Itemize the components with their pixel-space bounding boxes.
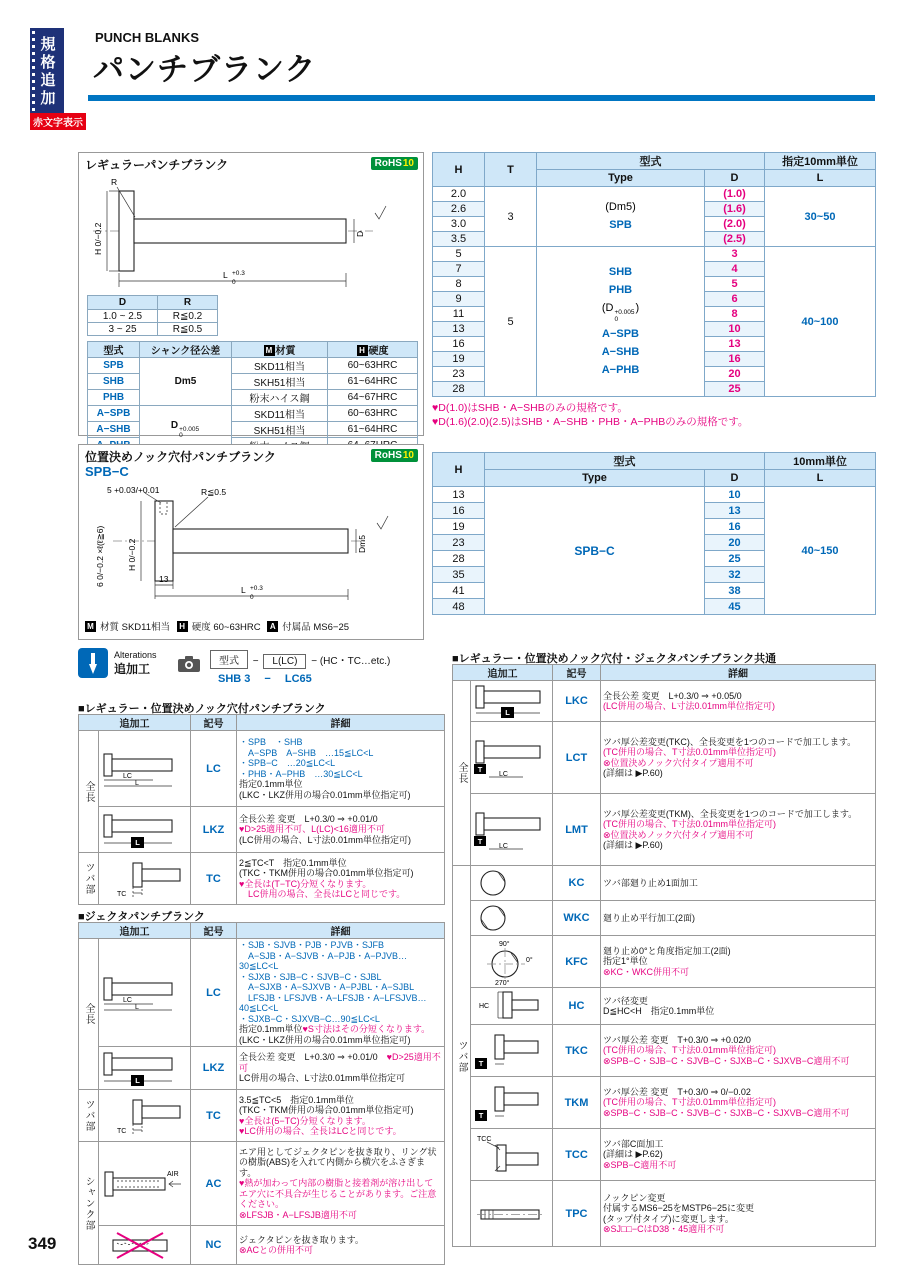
table-row: [453, 794, 876, 866]
alteration-detail: 全長公差 変更 L+0.3/0 ⇒ +0.01/0 ♥D>25適用不可、L(LC)<16適用不可 (LC併用の場合、L寸法0.01mm単位指定可): [237, 807, 445, 853]
alt3-title: ■レギュラー・位置決めノック穴付・ジェクタパンチブランク共通: [452, 653, 777, 665]
hardness-cell: 64~67HRC: [328, 390, 418, 406]
hardness-cell: 60~63HRC: [328, 406, 418, 422]
alteration-code: LKZ: [191, 1047, 237, 1090]
type-cell: (Dm5) SPB: [537, 187, 705, 247]
punch-tolerance-diagram-icon: [101, 810, 185, 850]
spbc-punch-drawing: [83, 483, 417, 603]
formula-model-box: 型式: [210, 650, 248, 669]
d-cell: 6: [705, 292, 765, 307]
group-tsuba: ツバ部: [79, 853, 99, 905]
alterations-label-en: Alterations: [114, 650, 157, 660]
flange-thickness-tolerance-icon: [473, 1031, 543, 1071]
material-cell: SKH51相当: [232, 422, 328, 438]
material-cell: SKH51相当: [232, 374, 328, 390]
common-alterations-table: [452, 664, 876, 1247]
flange-length-combo-diagram-icon: [473, 736, 551, 780]
model-cell: PHB: [88, 390, 140, 406]
table-row: [433, 487, 876, 503]
svg-text:L: L: [135, 837, 140, 847]
h-cell: 7: [433, 262, 485, 277]
alteration-detail: ノックピン変更 付属するMS6−25をMSTP6−25に変更 (タップ付タイプ)に変更します。 ⊗SJ□□−CはD38・45適用不可: [601, 1181, 876, 1247]
accessory-badge: A: [267, 621, 278, 632]
alteration-code: KC: [553, 866, 601, 901]
svg-text:L: L: [505, 708, 510, 717]
alterations-label-ja: 追加工: [114, 662, 151, 676]
formula-length-box: L(LC): [263, 654, 306, 669]
table-row: [88, 390, 418, 406]
alteration-code: LC: [191, 731, 237, 807]
d-cell: 8: [705, 307, 765, 322]
model-cell: A−SPB: [88, 406, 140, 422]
formula-etc: (HC・TC…etc.): [319, 656, 391, 667]
alteration-detail: 全長公差 変更 L+0.3/0 ⇒ +0.05/0 (LC併用の場合、L寸法0.01mm単位指定可): [601, 681, 876, 722]
table-row: [88, 422, 418, 438]
alteration-detail: ツバ径変更 D≦HC<H 指定0.1mm単位: [601, 988, 876, 1025]
type-cell: SHB PHB (D +0.005 0 ) A−SPB A−SHB A−PHB: [537, 247, 705, 397]
flange-chamfer-diagram-icon: [473, 1133, 543, 1177]
regular-punch-drawing: [83, 175, 417, 291]
model-cell: SHB: [88, 374, 140, 390]
table-row: [88, 323, 218, 336]
flange-thickness-diagram-icon: [101, 859, 185, 899]
model-cell: A−SHB: [88, 422, 140, 438]
d-cell: 5: [705, 277, 765, 292]
t-cell: 5: [485, 247, 537, 397]
section-title: レギュラーパンチブランク: [85, 158, 229, 172]
tolerance-cell: Dm5: [140, 358, 232, 406]
d-cell: 16: [705, 519, 765, 535]
alteration-code: WKC: [553, 901, 601, 936]
material-cell: 粉末ハイス鋼: [232, 390, 328, 406]
alteration-code: TKM: [553, 1077, 601, 1129]
svg-text:+0.3: +0.3: [250, 585, 263, 592]
alteration-code: LKZ: [191, 807, 237, 853]
svg-text:90°: 90°: [499, 940, 510, 948]
d-cell: 3: [705, 247, 765, 262]
l-cell: 30~50: [765, 187, 876, 247]
table-row: [453, 936, 876, 988]
col-hardness: H 硬度: [328, 342, 418, 358]
h-cell: 13: [433, 487, 485, 503]
angled-flat-flange-icon: [473, 938, 539, 986]
svg-text:TC: TC: [117, 1127, 127, 1135]
title-underline: [88, 95, 875, 101]
rohs-num: 10: [402, 158, 414, 169]
col-code: 記号: [191, 923, 237, 939]
svg-text:T: T: [478, 1110, 484, 1120]
svg-text:LC: LC: [499, 770, 508, 778]
col-code: 記号: [553, 665, 601, 681]
d-cell: 4: [705, 262, 765, 277]
d-cell: 13: [705, 503, 765, 519]
hardness-badge: H: [357, 345, 368, 356]
col-model: 型式: [537, 153, 765, 170]
d-cell: 10: [705, 322, 765, 337]
alteration-detail: 2≦TC<T 指定0.1mm単位 (TKC・TKM併用の場合0.01mm単位指定可) ♥全長は(T−TC)分短くなります。 LC併用の場合、全長はLCと同じです。: [237, 853, 445, 905]
d-cell: 13: [705, 337, 765, 352]
table-row: [433, 187, 876, 202]
group-tsuba: ツバ部: [79, 1090, 99, 1142]
regular-punch-section: [78, 152, 424, 439]
alteration-detail: ツバ部C面加工 (詳細は ▶P.62) ⊗SPB−C適用不可: [601, 1129, 876, 1181]
alteration-detail: ツバ厚公差変更(TKM)、全長変更を1つのコードで加工します。 (TC併用の場合、T寸法0.01mm単位指定可) ⊗位置決めノック穴付タイプ適用不可 (詳細は ▶P.60): [601, 794, 876, 866]
col-d: D: [705, 470, 765, 487]
hardness-cell: 61~64HRC: [328, 422, 418, 438]
col-model: 型式: [88, 342, 140, 358]
col-h: H: [433, 153, 485, 187]
regular-spec-table: [432, 152, 876, 397]
group-shank: シャンク部: [79, 1142, 99, 1265]
dim-d-label: D: [355, 230, 365, 237]
two-flat-flange-icon: [473, 902, 513, 934]
col-process: 追加工: [79, 923, 191, 939]
alteration-code: TPC: [553, 1181, 601, 1247]
dr-d: 1.0 ~ 2.5: [88, 310, 158, 323]
table-row: [79, 1142, 445, 1226]
dim-r-label: R: [111, 177, 118, 187]
h-cell: 13: [433, 322, 485, 337]
flange-diameter-diagram-icon: [473, 989, 543, 1023]
d-cell: 16: [705, 352, 765, 367]
d-cell: (1.6): [705, 202, 765, 217]
table-row: [79, 853, 445, 905]
type-tolerance: (D +0.005 0 ): [601, 302, 640, 323]
d-cell: 25: [705, 382, 765, 397]
alteration-detail: ツバ厚公差 変更 T+0.3/0 ⇒ 0/−0.02 (TC併用の場合、T寸法0.01mm単位指定可) ⊗SPB−C・SJB−C・SJVB−C・SJXB−C・SJXVB−C適用不可: [601, 1077, 876, 1129]
hardness-cell: 60~63HRC: [328, 358, 418, 374]
material-cell: SKD11相当: [232, 406, 328, 422]
model-code-label: SPB−C: [85, 464, 129, 479]
section-title: 位置決めノック穴付パンチブランク: [85, 450, 276, 464]
hardness-cell: 61~64HRC: [328, 374, 418, 390]
counterbore-label: 5 +0.03/+0.01: [107, 485, 160, 495]
svg-text:+0.3: +0.3: [232, 270, 245, 277]
d-cell: (2.5): [705, 232, 765, 247]
group-zencho: 全長: [79, 731, 99, 853]
h-cell: 2.0: [433, 187, 485, 202]
surface-finish-icon: [375, 206, 386, 219]
h-cell: 3.0: [433, 217, 485, 232]
alteration-code: LC: [191, 939, 237, 1047]
spbc-spec-table: [432, 452, 876, 615]
h-cell: 28: [433, 382, 485, 397]
rohs-label: RoHS: [374, 158, 402, 169]
one-flat-flange-icon: [473, 867, 513, 899]
alteration-detail: ・SJB・SJVB・PJB・PJVB・SJFB A−SJB・A−SJVB・A−PJB・A−PJVB…30≦LC<L ・SJXB・SJB−C・SJVB−C・SJBL A−SJXB・A−SJXVB・A−PJBL・A−SJBL LFSJB・LFSJVB・A−LFSJB・A−LFSJVB…40≦LC<L ・SJXB−C・SJXVB−C…90≦LC<L 指定0.1mm単位♥S寸法はその分短くなります。 (LKC・LKZ併用の場合0.01mm単位指定可): [237, 939, 445, 1047]
alt1-title: ■レギュラー・位置決めノック穴付パンチブランク: [78, 703, 326, 715]
h-cell: 23: [433, 367, 485, 382]
material-cell: SKD11相当: [232, 358, 328, 374]
table-row: [453, 866, 876, 901]
dr-d: 3 ~ 25: [88, 323, 158, 336]
col-code: 記号: [191, 715, 237, 731]
alteration-detail: ツバ厚公差変更(TKC)、全長変更を1つのコードで加工します。 (TC併用の場合、T寸法0.01mm単位指定可) ⊗位置決めノック穴付タイプ適用不可 (詳細は ▶P.60): [601, 722, 876, 794]
punch-length-diagram-icon: [101, 749, 185, 789]
col-material: M 材質: [232, 342, 328, 358]
d-cell: (1.0): [705, 187, 765, 202]
dr-col-d: D: [88, 296, 158, 310]
spec-footnote-1: ♥D(1.0)はSHB・A−SHBのみの規格です。: [432, 402, 628, 414]
dim-h-label: H 0/−0.2: [127, 538, 137, 571]
svg-text:0°: 0°: [526, 956, 533, 964]
knock-pin-diagram-icon: [473, 1199, 547, 1229]
side-tab-label: 規格追加: [30, 28, 64, 116]
svg-text:TCC: TCC: [477, 1135, 492, 1143]
table-row: [88, 374, 418, 390]
alteration-detail: ツバ部廻り止め1面加工: [601, 866, 876, 901]
alteration-code: TCC: [553, 1129, 601, 1181]
surface-finish-icon: [377, 516, 388, 529]
table-row: [79, 807, 445, 853]
svg-text:L: L: [135, 1003, 139, 1011]
dim-13-label: 13: [159, 574, 169, 584]
h-cell: 19: [433, 519, 485, 535]
h-cell: 5: [433, 247, 485, 262]
svg-text:T: T: [477, 836, 483, 846]
ejector-pin-removed-icon: [101, 1227, 185, 1263]
col-detail: 詳細: [601, 665, 876, 681]
col-l: L: [765, 170, 876, 187]
svg-text:270°: 270°: [495, 979, 510, 986]
svg-text:0: 0: [250, 594, 254, 601]
punch-tolerance-diagram-icon: [473, 682, 551, 720]
alteration-detail: 廻り止め平行加工(2面): [601, 901, 876, 936]
order-code-example: SHB 3 − LC65: [218, 673, 312, 685]
l-cell: 40~100: [765, 247, 876, 397]
table-row: [453, 901, 876, 936]
svg-text:LC: LC: [123, 996, 132, 1004]
alteration-code: HC: [553, 988, 601, 1025]
alteration-code: AC: [191, 1142, 237, 1226]
dim-h-label: H 0/−0.2: [93, 222, 103, 255]
h-cell: 9: [433, 292, 485, 307]
svg-text:TC: TC: [117, 890, 127, 898]
alterations-icon: [78, 648, 108, 678]
col-detail: 詳細: [237, 923, 445, 939]
dr-col-r: R: [158, 296, 218, 310]
svg-text:0: 0: [232, 279, 236, 286]
table-row: [453, 1025, 876, 1077]
alteration-detail: ツバ厚公差 変更 T+0.3/0 ⇒ +0.02/0 (TC併用の場合、T寸法0.01mm単位指定可) ⊗SPB−C・SJB−C・SJVB−C・SJXB−C・SJXVB−C適用不可: [601, 1025, 876, 1077]
rohs-badge: RoHS10: [371, 449, 418, 462]
material-badge: M: [264, 345, 275, 356]
col-process: 追加工: [453, 665, 553, 681]
col-shank-tolerance: シャンク径公差: [140, 342, 232, 358]
table-row: [88, 310, 218, 323]
flange-length-combo-diagram-icon: [473, 808, 551, 852]
t-cell: 3: [485, 187, 537, 247]
h-cell: 23: [433, 535, 485, 551]
dim-l-label: L: [223, 270, 228, 280]
d-cell: 38: [705, 583, 765, 599]
tolerance-cell: D +0.005 0: [140, 406, 232, 454]
col-unit: 10mm単位: [765, 453, 876, 470]
alteration-code: TC: [191, 853, 237, 905]
table-row: [433, 247, 876, 262]
hardness-badge: H: [177, 621, 188, 632]
h-cell: 3.5: [433, 232, 485, 247]
table-row: [79, 1226, 445, 1265]
table-row: [453, 988, 876, 1025]
flange-thickness-diagram-icon: [101, 1096, 185, 1136]
type-cell: SPB−C: [485, 487, 705, 615]
category-en: PUNCH BLANKS: [95, 30, 199, 45]
svg-text:HC: HC: [479, 1003, 490, 1010]
table-row: [88, 406, 418, 422]
svg-text:L: L: [135, 1076, 140, 1085]
punch-length-diagram-icon: [101, 973, 185, 1013]
col-process: 追加工: [79, 715, 191, 731]
group-tsuba: ツバ部: [453, 866, 471, 1247]
alteration-detail: 3.5≦TC<5 指定0.1mm単位 (TKC・TKM併用の場合0.01mm単位指定可) ♥全長は(5−TC)分短くなります。 ♥LC併用の場合、全長はLCと同じです。: [237, 1090, 445, 1142]
table-row: [79, 1090, 445, 1142]
page-number: 349: [28, 1234, 57, 1253]
camera-icon: [178, 656, 200, 672]
table-row: [453, 1077, 876, 1129]
group-zencho: 全長: [453, 681, 471, 866]
col-unit: 指定10mm単位: [765, 153, 876, 170]
svg-text:T: T: [478, 1058, 484, 1068]
col-type: Type: [485, 470, 705, 487]
col-detail: 詳細: [237, 715, 445, 731]
d-cell: 32: [705, 567, 765, 583]
h-cell: 35: [433, 567, 485, 583]
col-h: H: [433, 453, 485, 487]
d-cell: 20: [705, 535, 765, 551]
d-cell: 45: [705, 599, 765, 615]
h-cell: 48: [433, 599, 485, 615]
h-cell: 16: [433, 503, 485, 519]
table-row: [453, 1129, 876, 1181]
spbc-spec-footer: M 材質 SKD11相当 H 硬度 60~63HRC A 付属品 MS6−25: [85, 619, 353, 633]
alteration-code: NC: [191, 1226, 237, 1265]
dowel-hole-punch-section: [78, 444, 424, 640]
dr-r: R≦0.5: [158, 323, 218, 336]
alterations-bar: [78, 644, 452, 696]
col-t: T: [485, 153, 537, 187]
table-row: [88, 358, 418, 374]
h-cell: 2.6: [433, 202, 485, 217]
flange-thickness-tolerance-icon: [473, 1083, 543, 1123]
h-cell: 41: [433, 583, 485, 599]
table-row: [453, 681, 876, 722]
h-cell: 28: [433, 551, 485, 567]
col-model: 型式: [485, 453, 765, 470]
alteration-code: TKC: [553, 1025, 601, 1077]
h-cell: 8: [433, 277, 485, 292]
svg-text:L: L: [135, 779, 139, 787]
dim-l-label: L: [241, 585, 246, 595]
red-text-note-badge: 赤文字表示: [30, 113, 86, 130]
d-cell: 10: [705, 487, 765, 503]
alteration-detail: 廻り止め0°と角度指定加工(2面) 指定1°単位 ⊗KC・WKC併用不可: [601, 936, 876, 988]
h-cell: 11: [433, 307, 485, 322]
svg-text:LC: LC: [123, 772, 132, 780]
col-l: L: [765, 470, 876, 487]
alteration-code: LKC: [553, 681, 601, 722]
alteration-code: KFC: [553, 936, 601, 988]
alteration-detail: エア用としてジェクタピンを抜き取り、リング状の樹脂(ABS)を入れて内側から横穴をふさぎます。 ♥熱が加わって内部の樹脂と接着剤が溶け出してエア穴に不具合が生じることがあります。ご注意ください。 ⊗LFSJB・A−LFSJB適用不可: [237, 1142, 445, 1226]
alteration-detail: ・SPB ・SHB A−SPB A−SHB …15≦LC<L ・SPB−C …20≦LC<L ・PHB・A−PHB …30≦LC<L 指定0.1mm単位 (LKC・LKZ併用の場合0.01mm単位指定可): [237, 731, 445, 807]
order-code-formula: 型式 − L(LC) − (HC・TC…etc.) SHB 3 − LC65: [208, 650, 390, 685]
d-cell: 20: [705, 367, 765, 382]
h-cell: 16: [433, 337, 485, 352]
d-cell: (2.0): [705, 217, 765, 232]
rohs-badge: [371, 157, 418, 170]
alteration-code: TC: [191, 1090, 237, 1142]
dim-d-label: Dm5: [357, 535, 367, 553]
h-cell: 19: [433, 352, 485, 367]
table-row: [79, 731, 445, 807]
table-row: [79, 1047, 445, 1090]
svg-text:T: T: [477, 764, 483, 774]
page-title: パンチブランク: [93, 52, 317, 87]
model-spec-table: [87, 341, 418, 454]
spec-footnote-2: ♥D(1.6)(2.0)(2.5)はSHB・A−SHB・PHB・A−PHBのみの規格です。: [432, 416, 749, 428]
svg-text:LC: LC: [499, 842, 508, 850]
col-type: Type: [537, 170, 705, 187]
col-d: D: [705, 170, 765, 187]
alteration-detail: ジェクタピンを抜き取ります。 ⊗ACとの併用不可: [237, 1226, 445, 1265]
d-r-table: [87, 295, 218, 336]
svg-text:AIR: AIR: [167, 1170, 179, 1178]
group-zencho: 全長: [79, 939, 99, 1090]
model-cell: SPB: [88, 358, 140, 374]
regular-alterations-table: [78, 714, 445, 905]
alteration-code: LMT: [553, 794, 601, 866]
material-badge: M: [85, 621, 96, 632]
alt2-title: ■ジェクタパンチブランク: [78, 911, 205, 923]
l-cell: 40~150: [765, 487, 876, 615]
alteration-detail: 全長公差 変更 L+0.3/0 ⇒ +0.01/0 ♥D>25適用不可 LC併用の場合、L寸法0.01mm単位指定可: [237, 1047, 445, 1090]
table-row: [453, 722, 876, 794]
d-cell: 25: [705, 551, 765, 567]
ejector-alterations-table: [78, 922, 445, 1265]
table-row: [79, 939, 445, 1047]
knock-hole-label: 6 0/−0.2 ×ℓ(ℓ≧6): [95, 525, 105, 587]
table-row: [453, 1181, 876, 1247]
dim-r-label: R≦0.5: [201, 487, 227, 497]
alteration-code: LCT: [553, 722, 601, 794]
dr-r: R≦0.2: [158, 310, 218, 323]
punch-tolerance-diagram-icon: [101, 1048, 185, 1088]
air-vent-diagram-icon: [101, 1164, 185, 1204]
